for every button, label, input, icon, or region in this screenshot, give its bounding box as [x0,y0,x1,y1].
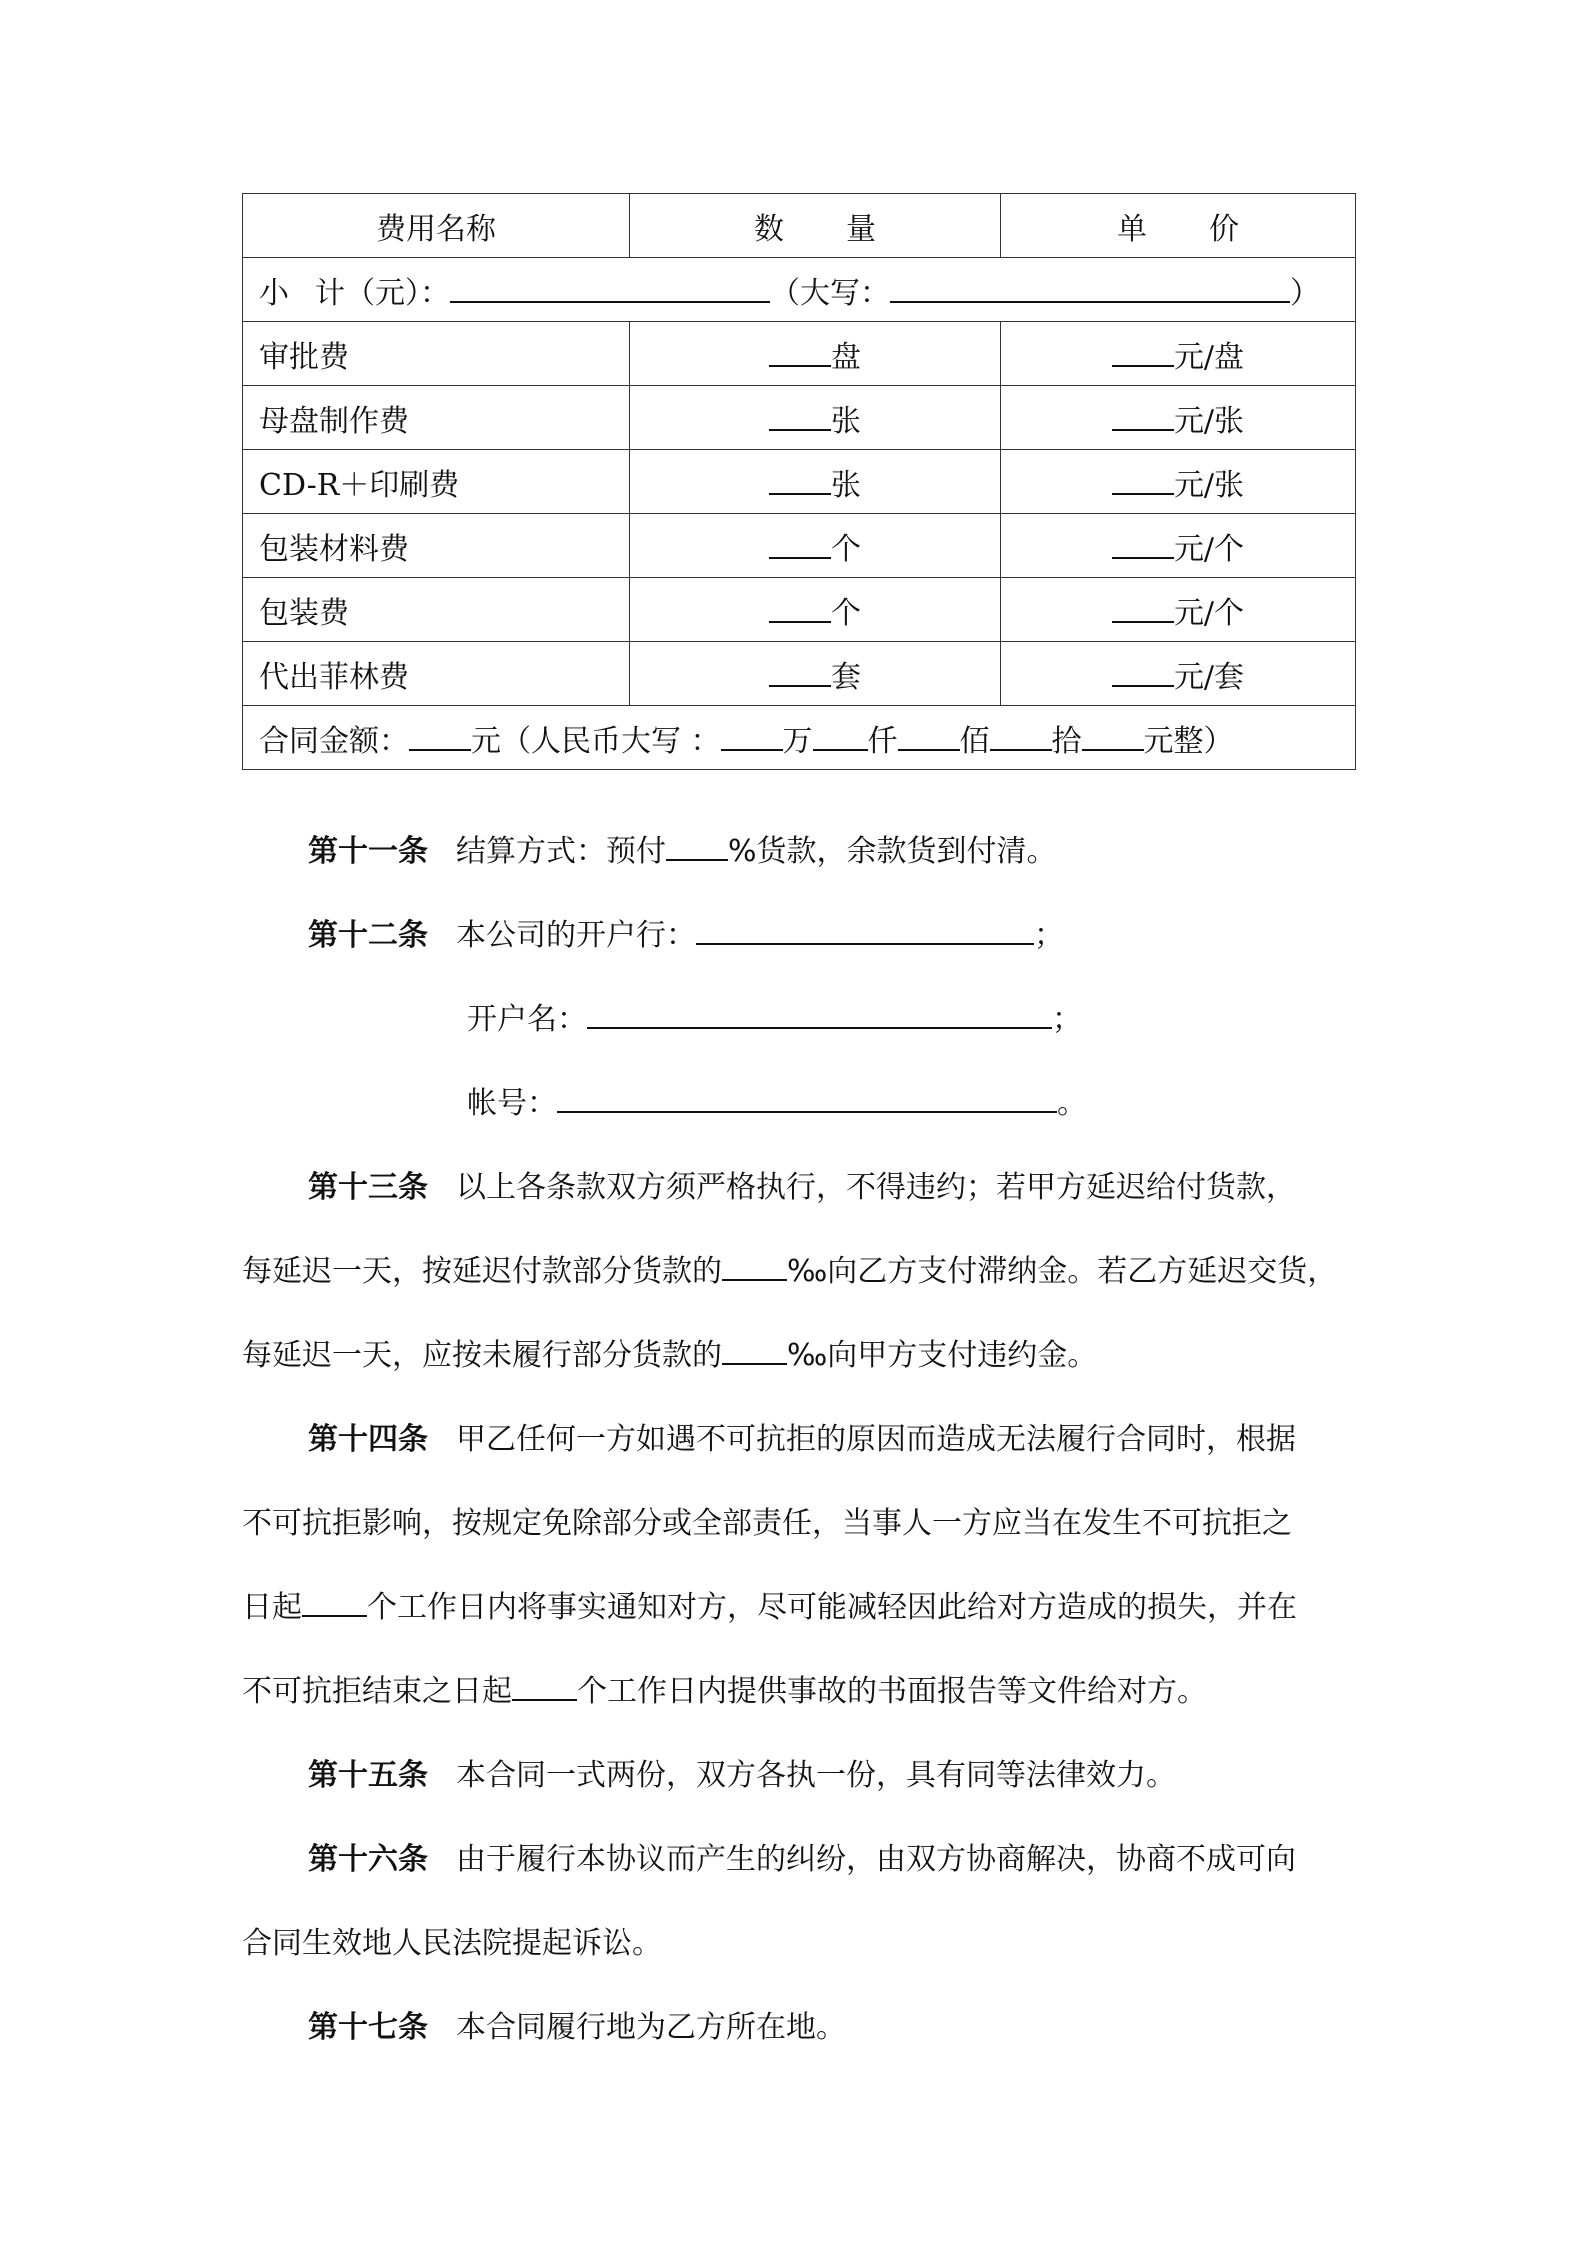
article-number: 第十三条 [308,1170,428,1205]
article-number: 第十七条 [308,2010,428,2045]
clause-13-line2: 每延迟一天，按延迟付款部分货款的 ‰向乙方支付滞纳金。若乙方延迟交货， [242,1254,1338,1289]
clause-13-line3: 每延迟一天，应按未履行部分货款的 ‰向甲方支付违约金。 [242,1338,1098,1373]
subtotal-cell: 小 计（元）： （大写： ） [243,258,1356,322]
qty-blank[interactable] [769,471,831,495]
account-name-blank[interactable] [587,1005,1052,1029]
article-number: 第十五条 [308,1758,428,1793]
header-fee-name: 费用名称 [243,194,630,258]
amount-blank[interactable] [409,727,471,751]
late-fee-blank[interactable] [722,1257,787,1281]
price-cell: 元/盘 [1001,322,1356,386]
table-row [243,642,1356,706]
yuan-blank[interactable] [1082,727,1144,751]
penalty-blank[interactable] [722,1341,787,1365]
clause-16-line2: 合同生效地人民法院提起诉讼。 [242,1926,662,1961]
fee-name-cell: CD-R＋印刷费 [243,450,630,514]
clause-12-account-number: 帐号： 。 [467,1086,1087,1121]
qty-blank[interactable] [769,599,831,623]
subtotal-daxie-blank[interactable] [890,279,1290,303]
qian-blank[interactable] [813,727,868,751]
clause-14: 第十四条 甲乙任何一方如遇不可抗拒的原因而造成无法履行合同时，根据 [308,1422,1296,1457]
price-cell: 元/张 [1001,386,1356,450]
price-blank[interactable] [1112,407,1174,431]
article-number: 第十六条 [308,1842,428,1877]
fee-name-cell: 代出菲林费 [243,642,630,706]
price-cell: 元/个 [1001,514,1356,578]
fee-name-cell: 审批费 [243,322,630,386]
qty-cell: 个 [630,514,1001,578]
price-blank[interactable] [1112,599,1174,623]
account-number-blank[interactable] [557,1089,1057,1113]
price-blank[interactable] [1112,535,1174,559]
table-row [243,450,1356,514]
qty-cell: 个 [630,578,1001,642]
qty-blank[interactable] [769,343,831,367]
subtotal-blank[interactable] [450,279,770,303]
qty-blank[interactable] [769,407,831,431]
contract-amount-row [243,706,1356,770]
fee-name-cell: 包装材料费 [243,514,630,578]
table-row [243,386,1356,450]
price-blank[interactable] [1112,663,1174,687]
header-quantity: 数 量 [630,194,1001,258]
qty-cell: 套 [630,642,1001,706]
header-unit-price: 单 价 [1001,194,1356,258]
qty-cell: 盘 [630,322,1001,386]
price-cell: 元/个 [1001,578,1356,642]
clause-17: 第十七条 本合同履行地为乙方所在地。 [308,2010,846,2045]
qty-cell: 张 [630,450,1001,514]
fee-name-cell: 母盘制作费 [243,386,630,450]
prepay-blank[interactable] [666,837,728,861]
clause-14-line2: 不可抗拒影响，按规定免除部分或全部责任，当事人一方应当在发生不可抗拒之 [242,1506,1292,1541]
article-number: 第十四条 [308,1422,428,1457]
article-number: 第十二条 [308,918,428,953]
clause-16: 第十六条 由于履行本协议而产生的纠纷，由双方协商解决，协商不成可向 [308,1842,1296,1877]
table-header-row [243,194,1356,258]
bank-blank[interactable] [696,921,1034,945]
clause-13: 第十三条 以上各条款双方须严格执行，不得违约；若甲方延迟给付货款， [308,1170,1296,1205]
clause-15: 第十五条 本合同一式两份，双方各执一份，具有同等法律效力。 [308,1758,1176,1793]
price-cell: 元/套 [1001,642,1356,706]
clause-14-line4: 不可抗拒结束之日起 个工作日内提供事故的书面报告等文件给对方。 [242,1674,1207,1709]
wan-blank[interactable] [721,727,783,751]
subtotal-row [243,258,1356,322]
contract-amount-cell: 合同金额： 元（人民币大写 ： 万 仟 佰 拾 元整） [243,706,1356,770]
fee-table [242,193,1356,770]
clause-11: 第十一条 结算方式：预付 %货款，余款货到付清。 [308,834,1057,869]
table-row [243,322,1356,386]
notice-days-blank[interactable] [302,1593,367,1617]
clause-12-account-name: 开户名： ； [467,1002,1082,1037]
price-blank[interactable] [1112,343,1174,367]
fee-name-cell: 包装费 [243,578,630,642]
clause-12: 第十二条 本公司的开户行： ； [308,918,1064,953]
table-row [243,578,1356,642]
clause-14-line3: 日起 个工作日内将事实通知对方，尽可能减轻因此给对方造成的损失，并在 [242,1590,1297,1625]
qty-blank[interactable] [769,535,831,559]
qty-cell: 张 [630,386,1001,450]
price-blank[interactable] [1112,471,1174,495]
bai-blank[interactable] [898,727,960,751]
report-days-blank[interactable] [512,1677,577,1701]
table-row [243,514,1356,578]
qty-blank[interactable] [769,663,831,687]
article-number: 第十一条 [308,834,428,869]
shi-blank[interactable] [990,727,1052,751]
price-cell: 元/张 [1001,450,1356,514]
